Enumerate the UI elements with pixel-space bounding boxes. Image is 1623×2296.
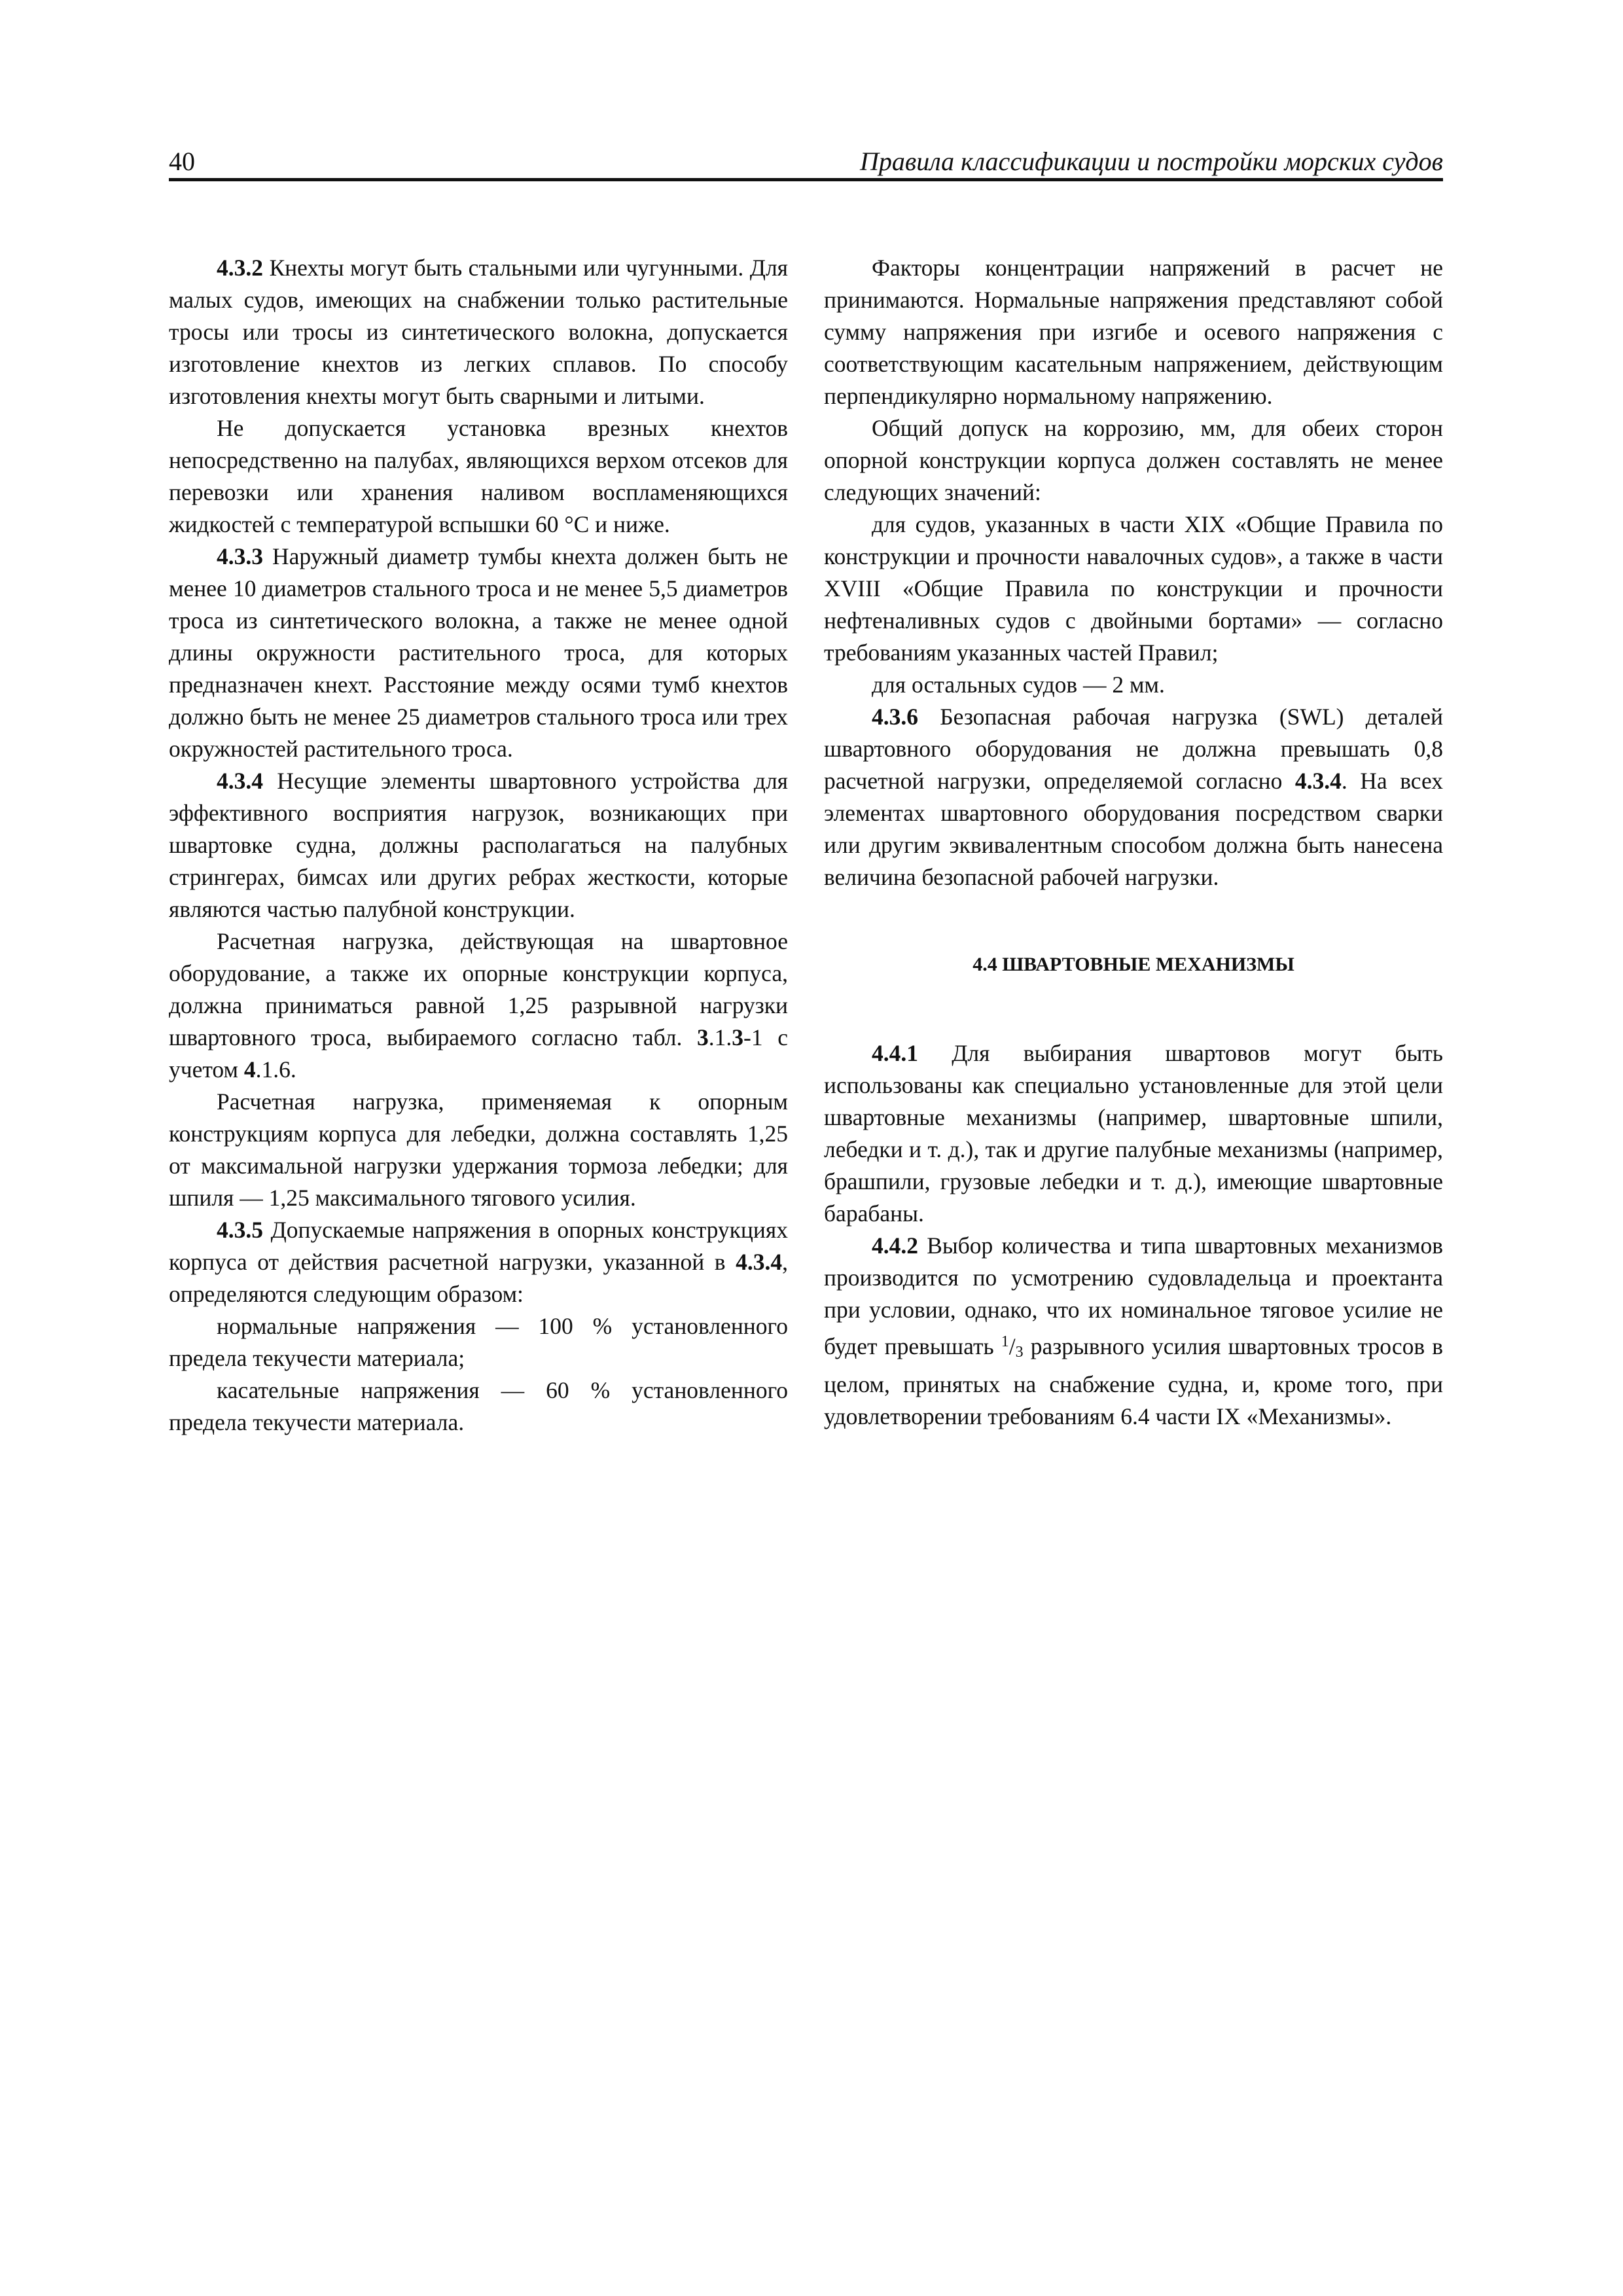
paragraph-text: разрывного усилия швартовных тросов в целом, принятых на снабжение судна, и, кроме того, при удовлетворении требованиям 6.4 части IX «Механизмы». [824, 1333, 1443, 1429]
paragraph-text: Для выбирания швартовов могут быть использованы как специально установленные для этой цели швартовные механизмы (например, швартовные шпили, лебедки и т. д.), так и другие палубные механизмы (например, брашпили, грузовые лебедки и т. д.), имеющие швартовные барабаны. [824, 1040, 1443, 1227]
clause-reference: 4.3.4 [1294, 768, 1342, 794]
page-header [169, 145, 1443, 181]
paragraph-text: , определяются следующим образом: [169, 1249, 788, 1307]
fraction-slash: / [1008, 1333, 1016, 1359]
paragraph-text: касательные напряжения — 60 % установленного предела текучести материала. [169, 1377, 788, 1435]
clause-number: 4.3.4 [217, 768, 263, 794]
paragraph-text: для судов, указанных в части XIX «Общие Правила по конструкции и прочности навалочных судов», а также в части XVIII «Общие Правила по конструкции и прочности нефтеналивных судов с двойными бортами» — согласно требованиям указанных частей Правил; [824, 511, 1443, 666]
paragraph-text: Факторы концентрации напряжений в расчет не принимаются. Нормальные напряжения представляют собой сумму напряжения при изгибе и осевого напряжения с соответствующим касательным напряжением, действующим перпендикулярно нормальному напряжению. [824, 255, 1443, 409]
clause-number: 4.4.2 [872, 1232, 918, 1259]
clause-reference: 4 [243, 1056, 256, 1083]
paragraph-text: . На всех элементах швартовного оборудования посредством сварки или другим эквивалентным способом должна быть нанесена величина безопасной рабочей нагрузки. [824, 768, 1443, 890]
paragraph-design-load [169, 925, 788, 1086]
table-reference: 3 [732, 1024, 744, 1050]
section-title: 4.4 ШВАРТОВНЫЕ МЕХАНИЗМЫ [972, 954, 1294, 975]
clause-number: 4.4.1 [872, 1040, 918, 1066]
table-reference: 3 [697, 1024, 709, 1050]
fraction-denominator: 3 [1015, 1344, 1024, 1361]
paragraph-4-3-3 [169, 541, 788, 765]
clause-reference: 4.3.4 [736, 1249, 783, 1275]
paragraph-text: Общий допуск на коррозию, мм, для обеих сторон опорной конструкции корпуса должен составлять не менее следующих значений: [824, 415, 1443, 505]
paragraph-text: Несущие элементы швартовного устройства для эффективного восприятия нагрузок, возникающих при швартовке судна, должны располагаться на палубных стрингерах, бимсах или других ребрах жесткости, которые являются частью палубной конструкции. [169, 768, 788, 922]
paragraph-4-3-2 [169, 252, 788, 412]
paragraph-4-3-5 [169, 1214, 788, 1310]
clause-number: 4.3.2 [217, 255, 263, 281]
paragraph-text: Расчетная нагрузка, действующая на швартовное оборудование, а также их опорные конструкции корпуса, должна приниматься равной 1,25 разрывной нагрузки швартовного троса, выбираемого согласно табл. [169, 928, 788, 1050]
paragraph-4-3-4 [169, 765, 788, 925]
paragraph-4-3-6 [824, 701, 1443, 893]
clause-number: 4.3.3 [217, 543, 263, 569]
left-column [169, 252, 788, 1439]
paragraph-text: нормальные напряжения — 100 % установленного предела текучести материала; [169, 1313, 788, 1371]
paragraph-4-4-2 [824, 1230, 1443, 1433]
paragraph-text: Безопасная рабочая нагрузка (SWL) деталей швартовного оборудования не должна превышать 0,8 расчетной нагрузки, определяемой согласно [824, 704, 1443, 794]
paragraph-text: Не допускается установка врезных кнехтов непосредственно на палубах, являющихся верхом отсеков для перевозки или хранения наливом воспламеняющихся жидкостей с температурой вспышки 60 °С и ниже. [169, 415, 788, 537]
paragraph-text: .1.6. [255, 1056, 296, 1083]
page-number: 40 [169, 147, 195, 176]
right-column [824, 252, 1443, 1433]
running-title: Правила классификации и постройки морских судов [859, 147, 1443, 176]
paragraph-4-4-1 [824, 1037, 1443, 1230]
paragraph-text: Кнехты могут быть стальными или чугунными. Для малых судов, имеющих на снабжении только растительные тросы или тросы из синтетического волокна, допускается изготовление кнехтов из легких сплавов. По способу изготовления кнехты могут быть сварными и литыми. [169, 255, 788, 409]
paragraph-text: Допускаемые напряжения в опорных конструкциях корпуса от действия расчетной нагрузки, указанной в [169, 1217, 788, 1275]
fraction-numerator: 1 [1001, 1333, 1009, 1350]
paragraph-text: Наружный диаметр тумбы кнехта должен быть не менее 10 диаметров стального троса и не менее 5,5 диаметров троса из синтетического волокна, а также не менее одной длины окружности растительного троса, для которых предназначен кнехт. Расстояние между осями тумб кнехтов должно быть не менее 25 диаметров стального троса или трех окружностей растительного троса. [169, 543, 788, 762]
paragraph-text: для остальных судов — 2 мм. [872, 672, 1165, 698]
paragraph-text: -1 с учетом [169, 1024, 788, 1083]
clause-number: 4.3.5 [217, 1217, 263, 1243]
paragraph-text: .1. [708, 1024, 732, 1050]
paragraph-text: Выбор количества и типа швартовных механизмов производится по усмотрению судовладельца и проектанта при условии, однако, что их номинальное тяговое усилие не будет превышать [824, 1232, 1443, 1359]
paragraph-text: Расчетная нагрузка, применяемая к опорным конструкциям корпуса для лебедки, должна составлять 1,25 от максимальной нагрузки удержания тормоза лебедки; для шпиля — 1,25 максимального тягового усилия. [169, 1088, 788, 1211]
clause-number: 4.3.6 [872, 704, 918, 730]
